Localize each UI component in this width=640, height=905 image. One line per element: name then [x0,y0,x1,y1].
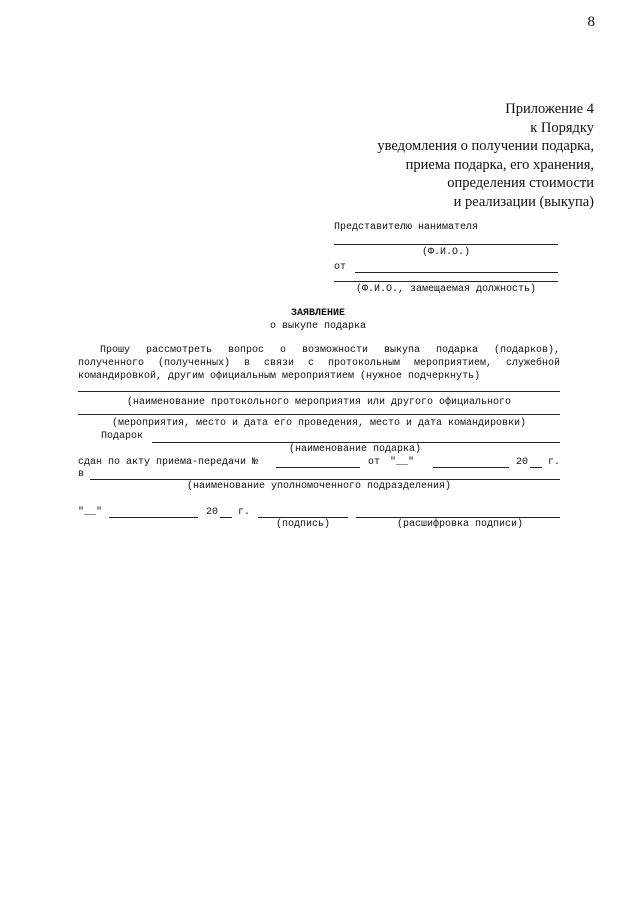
decoding-line[interactable] [356,517,560,518]
document-title: ЗАЯВЛЕНИЕ [290,308,345,319]
in-label: в [78,469,85,480]
act-year-suffix: г. [548,457,561,468]
from-caption: (Ф.И.О., замещаемая должность) [355,284,537,295]
event-caption-1: (наименование протокольного мероприятия или другого официального [126,397,512,408]
from-line[interactable] [355,272,558,273]
appendix-line: Приложение 4 [505,101,594,117]
fio-caption: (Ф.И.О.) [421,247,470,258]
signature-caption: (подпись) [275,519,330,530]
from-line-2[interactable] [334,281,558,282]
act-year-prefix: 20 [516,457,529,468]
gift-caption: (наименование подарка) [288,444,422,455]
sign-month-line[interactable] [109,517,198,518]
appendix-line: определения стоимости [447,175,594,191]
appendix-line: уведомления о получении подарка, [377,138,594,154]
unit-caption: (наименование уполномоченного подразделения) [186,481,452,492]
body-line-2: полученного (полученных) в связи с протокольным мероприятием, служебной [78,358,560,369]
decoding-caption: (расшифровка подписи) [396,519,524,530]
appendix-line: к Порядку [530,119,594,136]
event-caption-2: (мероприятия, место и дата его проведения, место и дата командировки) [111,418,527,429]
unit-line[interactable] [90,479,560,480]
gift-line[interactable] [152,442,560,443]
document-subtitle: о выкупе подарка [269,321,366,332]
act-label: сдан по акту приема-передачи № [78,457,259,468]
body-line-1: Прошу рассмотреть вопрос о возможности выкупа подарка (подарков), [100,345,560,356]
from-label: от [334,262,347,273]
act-day-quote: "__" [390,457,415,468]
gift-label: Подарок [101,431,144,442]
sign-year-suffix: г. [238,507,251,518]
fio-line[interactable] [334,244,558,245]
event-line-1[interactable] [78,391,560,392]
signature-line[interactable] [258,517,348,518]
page-number: 8 [587,14,595,30]
sign-year-prefix: 20 [206,507,219,518]
appendix-line: и реализации (выкупа) [453,193,594,210]
appendix-line: приема подарка, его хранения, [405,156,594,173]
sign-year-line[interactable] [220,517,232,518]
act-from-label: от [368,457,381,468]
addressee-to: Представителю нанимателя [334,222,479,233]
act-number-line[interactable] [276,467,360,468]
appendix-block [377,100,594,211]
sign-day-quote: "__" [78,507,103,518]
event-line-2[interactable] [78,414,560,415]
body-line-3: командировкой, другим официальным мероприятием (нужное подчеркнуть) [78,371,481,382]
act-month-line[interactable] [433,467,509,468]
act-year-line[interactable] [530,467,542,468]
